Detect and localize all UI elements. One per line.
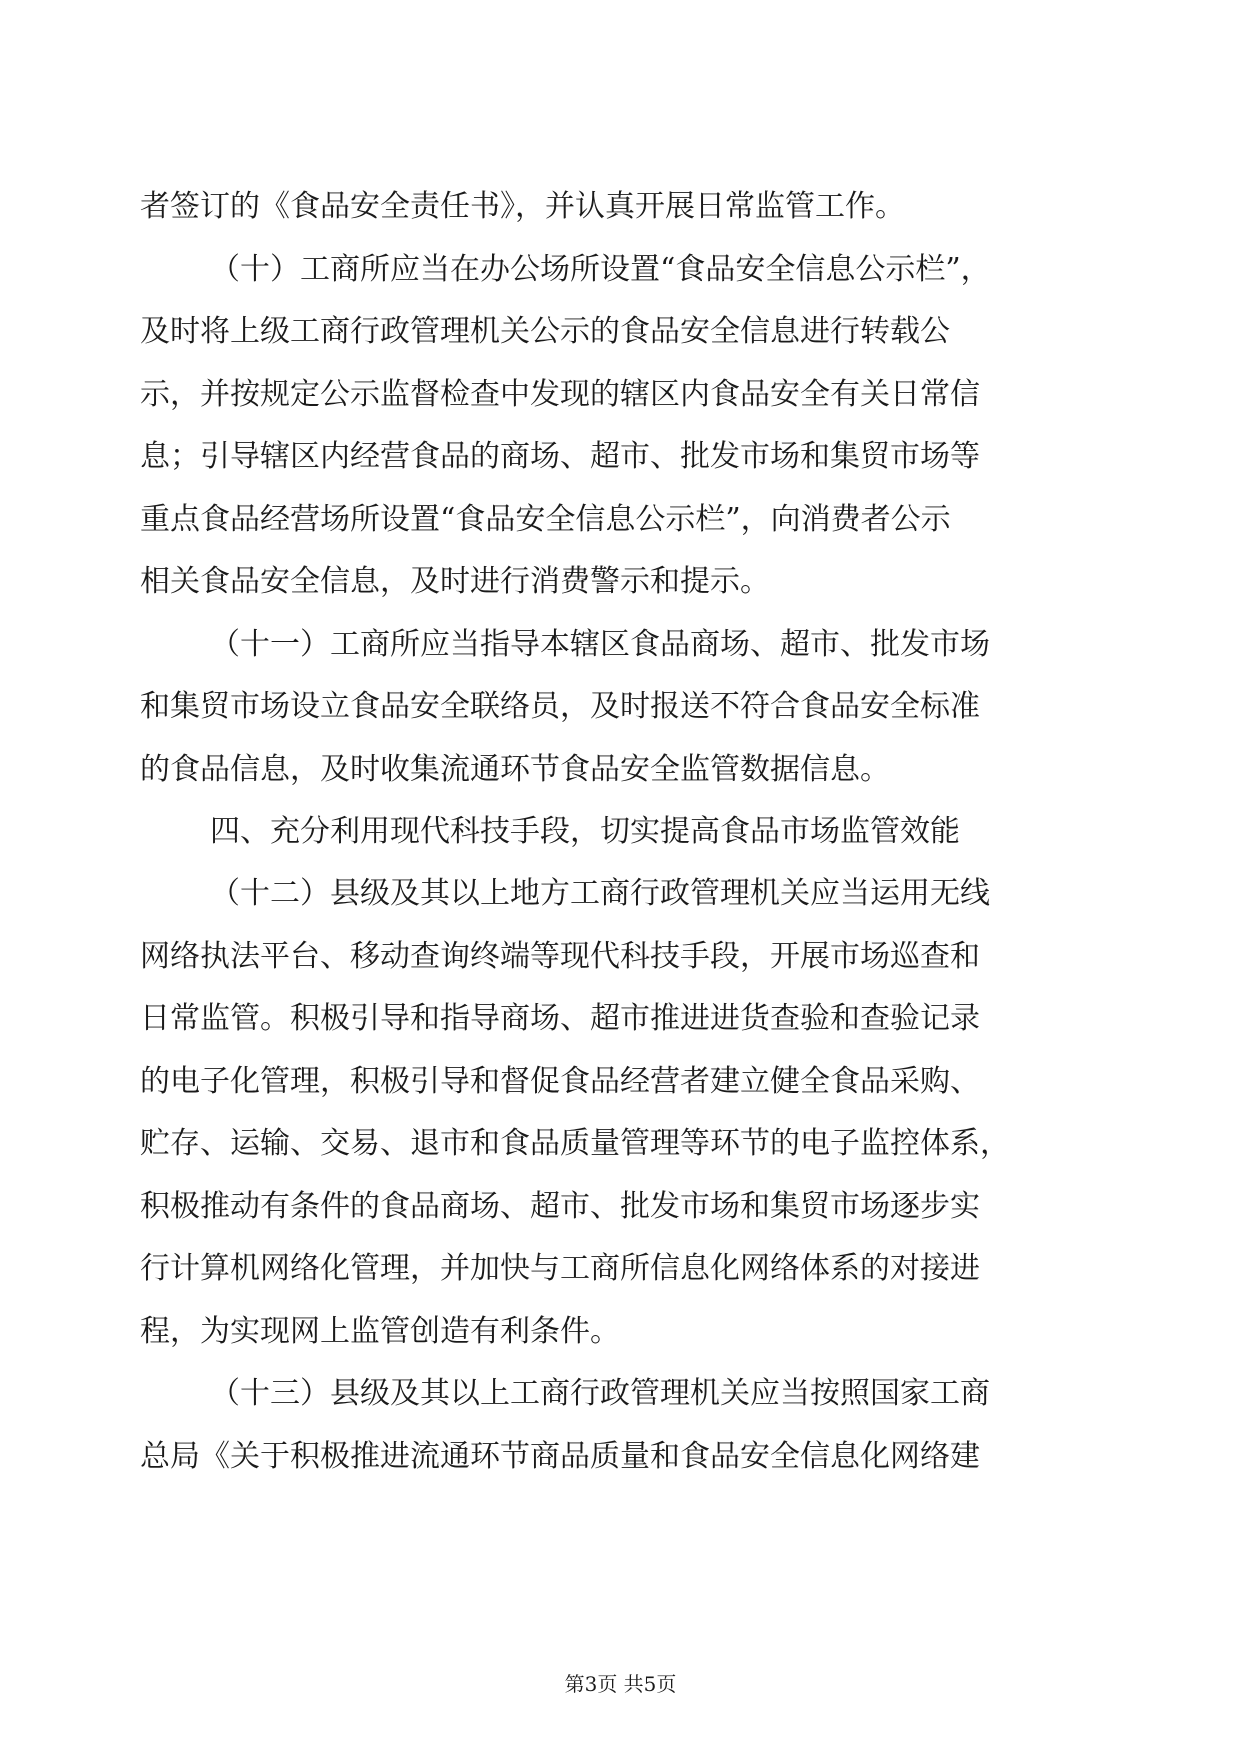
text-line: （十三）县级及其以上工商行政管理机关应当按照国家工商 bbox=[210, 1376, 990, 1411]
page-footer bbox=[0, 1670, 1241, 1698]
text-line: 积极推动有条件的食品商场、超市、批发市场和集贸市场逐步实 bbox=[140, 1189, 980, 1224]
text-line: （十）工商所应当在办公场所设置“食品安全信息公示栏”， bbox=[210, 252, 991, 287]
text-line: 日常监管。积极引导和指导商场、超市推进进货查验和查验记录 bbox=[140, 1001, 980, 1036]
text-line: 和集贸市场设立食品安全联络员，及时报送不符合食品安全标准 bbox=[140, 689, 980, 724]
text-line: 的电子化管理，积极引导和督促食品经营者建立健全食品采购、 bbox=[140, 1064, 980, 1099]
text-line: 网络执法平台、移动查询终端等现代科技手段，开展市场巡查和 bbox=[140, 939, 980, 974]
text-line: 息；引导辖区内经营食品的商场、超市、批发市场和集贸市场等 bbox=[140, 439, 980, 474]
text-line: 的食品信息，及时收集流通环节食品安全监管数据信息。 bbox=[140, 752, 890, 787]
text-line: 程，为实现网上监管创造有利条件。 bbox=[140, 1314, 620, 1349]
text-line: 四、充分利用现代科技手段，切实提高食品市场监管效能 bbox=[210, 814, 960, 849]
text-line: 贮存、运输、交易、退市和食品质量管理等环节的电子监控体系， bbox=[140, 1126, 1010, 1161]
text-line: 相关食品安全信息，及时进行消费警示和提示。 bbox=[140, 564, 770, 599]
text-line: 者签订的《食品安全责任书》，并认真开展日常监管工作。 bbox=[140, 189, 905, 224]
text-line: 行计算机网络化管理，并加快与工商所信息化网络体系的对接进 bbox=[140, 1251, 980, 1286]
text-line: 示，并按规定公示监督检查中发现的辖区内食品安全有关日常信 bbox=[140, 377, 980, 412]
text-line: （十一）工商所应当指导本辖区食品商场、超市、批发市场 bbox=[210, 627, 990, 662]
page-number: 第3页 共5页 bbox=[564, 1672, 677, 1696]
text-line: 及时将上级工商行政管理机关公示的食品安全信息进行转载公 bbox=[140, 314, 950, 349]
text-line: 总局《关于积极推进流通环节商品质量和食品安全信息化网络建 bbox=[140, 1439, 980, 1474]
text-line: （十二）县级及其以上地方工商行政管理机关应当运用无线 bbox=[210, 876, 990, 911]
text-line: 重点食品经营场所设置“食品安全信息公示栏”，向消费者公示 bbox=[140, 502, 951, 537]
